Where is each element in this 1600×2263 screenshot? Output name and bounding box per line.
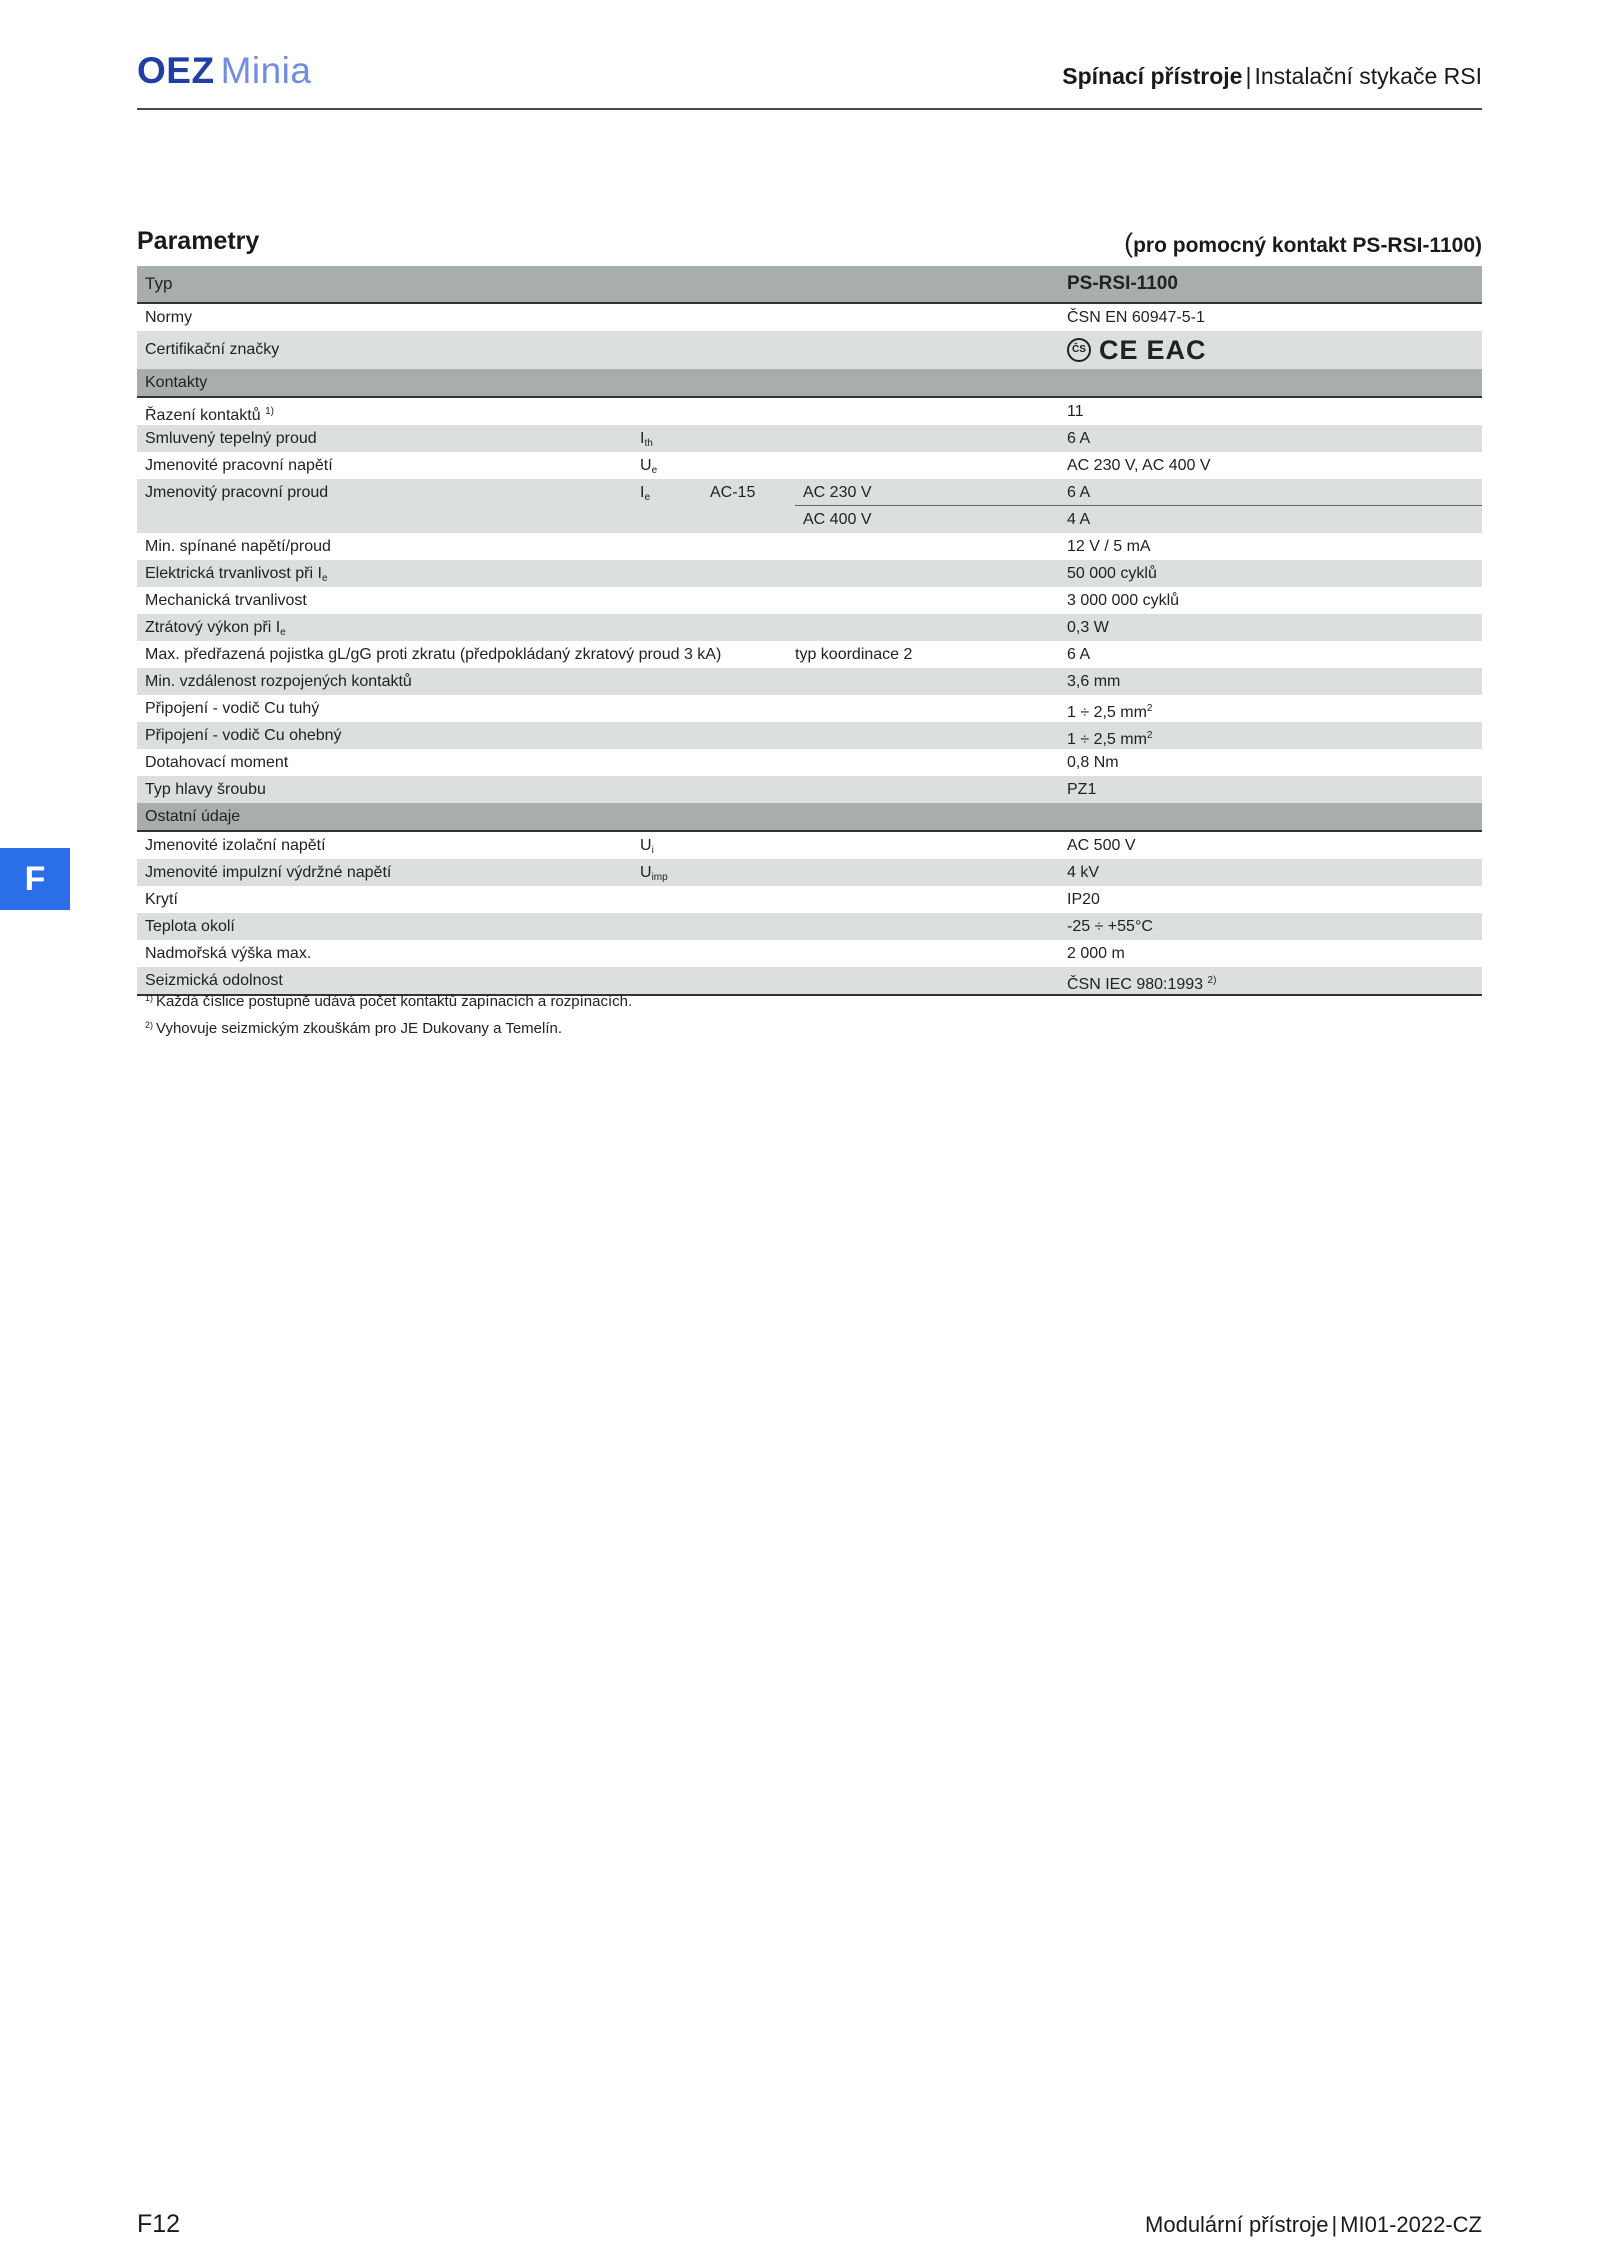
table-row [137, 832, 1482, 859]
subheader-row [137, 369, 1482, 398]
row-value [1067, 967, 1216, 998]
row-label: Připojení - vodič Cu tuhý [145, 700, 320, 717]
row-label: Připojení - vodič Cu ohebný [145, 727, 342, 744]
row-value: AC 230 V, AC 400 V [1067, 457, 1211, 474]
table-row [137, 967, 1482, 996]
row-value: 4 kV [1067, 864, 1100, 881]
header-separator: | [1245, 63, 1252, 89]
note-text: pro pomocný kontakt PS-RSI-1100) [1133, 234, 1482, 257]
label-text: Ztrátový výkon při I [145, 619, 281, 636]
row-label: Krytí [145, 891, 178, 908]
symbol-sub: i [651, 845, 654, 856]
table-row [137, 398, 1482, 425]
symbol: U [640, 837, 652, 854]
label-text: Řazení kontaktů [145, 407, 261, 424]
eac-mark-icon: EAC [1146, 335, 1207, 365]
row-value: 2 000 m [1067, 945, 1125, 962]
footnote-mark: 2) [145, 1020, 154, 1030]
row-value: ČSN EN 60947-5-1 [1067, 309, 1205, 326]
row-label: Jmenovité pracovní napětí [145, 457, 333, 474]
row-value: AC 500 V [1067, 837, 1136, 854]
voltage-variant: AC 230 V [803, 484, 872, 501]
footer-separator: | [1331, 2212, 1338, 2237]
section-note [1124, 228, 1482, 259]
symbol: U [640, 457, 652, 474]
table-row [137, 425, 1482, 452]
symbol-sub: e [644, 492, 651, 503]
table-row [137, 452, 1482, 479]
footnote-ref: 1) [265, 406, 274, 417]
row-label: Jmenovité impulzní výdržné napětí [145, 864, 392, 881]
logo-minia: Minia [220, 50, 312, 91]
table-row [137, 722, 1482, 749]
cs-mark-icon: ČS [1067, 338, 1091, 362]
parameters-table [137, 266, 1482, 996]
row-label: Min. spínané napětí/proud [145, 538, 331, 555]
value-sup: 2 [1146, 703, 1153, 714]
row-label: Min. vzdálenost rozpojených kontaktů [145, 673, 412, 690]
footnote-text: Vyhovuje seizmickým zkouškám pro JE Dukovany a Temelín. [156, 1020, 563, 1037]
table-row [137, 614, 1482, 641]
row-value: 4 A [1067, 511, 1091, 528]
table-row [137, 506, 1482, 533]
row-label: Max. předřazená pojistka gL/gG proti zkratu (předpokládaný zkratový proud 3 kA) [145, 646, 722, 663]
row-label: Jmenovitý pracovní proud [145, 484, 329, 501]
symbol-sub: th [644, 438, 653, 449]
value-text: ČSN IEC 980:1993 [1067, 976, 1204, 993]
oez-minia-logo [137, 50, 311, 92]
row-label: Certifikační značky [145, 341, 280, 358]
coordination-type: typ koordinace 2 [795, 646, 913, 663]
row-value: 3,6 mm [1067, 673, 1121, 690]
logo-oez: OEZ [137, 50, 215, 91]
table-header-row [137, 266, 1482, 304]
header-section: Spínací přístroje [1062, 63, 1243, 89]
row-value: PZ1 [1067, 781, 1097, 798]
table-row [137, 641, 1482, 668]
symbol: I [640, 484, 645, 501]
value-text: 1 ÷ 2,5 mm [1067, 731, 1147, 748]
symbol-sub: e [280, 627, 286, 638]
header-value: PS-RSI-1100 [1067, 273, 1178, 294]
value-text: 1 ÷ 2,5 mm [1067, 704, 1147, 721]
row-label: Nadmořská výška max. [145, 945, 312, 962]
label-text: Elektrická trvanlivost při I [145, 565, 322, 582]
section-title: Parametry [137, 227, 260, 255]
table-row [137, 913, 1482, 940]
row-label: Smluvený tepelný proud [145, 430, 317, 447]
row-label: Normy [145, 309, 193, 326]
row-value: -25 ÷ +55°C [1067, 918, 1153, 935]
table-row [137, 560, 1482, 587]
row-label: Teplota okolí [145, 918, 235, 935]
row-value: 11 [1067, 403, 1084, 420]
row-value: 12 V / 5 mA [1067, 538, 1151, 555]
symbol: I [640, 430, 645, 447]
footnote-ref: 2) [1207, 975, 1217, 986]
certification-marks [1067, 331, 1207, 369]
table-row [137, 304, 1482, 331]
header-label: Typ [145, 274, 173, 293]
row-label: Typ hlavy šroubu [145, 781, 266, 798]
row-value: 3 000 000 cyklů [1067, 592, 1180, 609]
ce-mark-icon: CE [1099, 335, 1139, 365]
symbol-sub: imp [651, 872, 668, 883]
row-value: 6 A [1067, 430, 1091, 447]
header-rule [137, 108, 1482, 110]
page-number: F12 [137, 2210, 181, 2238]
table-row [137, 587, 1482, 614]
table-row [137, 749, 1482, 776]
row-label: Jmenovité izolační napětí [145, 837, 326, 854]
voltage-variant: AC 400 V [803, 511, 872, 528]
table-row [137, 479, 1482, 506]
table-row [137, 695, 1482, 722]
row-value: 50 000 cyklů [1067, 565, 1157, 582]
row-value: 0,3 W [1067, 619, 1109, 636]
subheader-label: Ostatní údaje [145, 808, 241, 825]
footnote-text: Každá číslice postupně udává počet kontaktů zapínacích a rozpínacích. [156, 993, 633, 1010]
subheader-label: Kontakty [145, 374, 208, 391]
table-row [137, 859, 1482, 886]
table-row [137, 668, 1482, 695]
row-label: Seizmická odolnost [145, 972, 283, 989]
row-label: Dotahovací moment [145, 754, 289, 771]
symbol-sub: e [321, 573, 328, 584]
subheader-row [137, 803, 1482, 832]
note-paren: ( [1124, 228, 1134, 258]
header-subsection: Instalační stykače RSI [1254, 63, 1482, 89]
footnote-1 [145, 993, 632, 1010]
chapter-tab: F [0, 848, 70, 910]
page-footer [1145, 2212, 1482, 2238]
table-row [137, 940, 1482, 967]
footnote-2 [145, 1020, 562, 1037]
value-sup: 2 [1146, 730, 1153, 741]
row-value: 6 A [1067, 646, 1091, 663]
footer-doc-code: MI01-2022-CZ [1340, 2212, 1482, 2237]
footnote-mark: 1) [145, 993, 154, 1003]
symbol-sub: e [651, 465, 658, 476]
symbol: U [640, 864, 652, 881]
footer-doc-title: Modulární přístroje [1145, 2212, 1329, 2237]
page-header [1062, 63, 1482, 90]
table-row [137, 533, 1482, 560]
row-value: 6 A [1067, 484, 1091, 501]
row-value: 0,8 Nm [1067, 754, 1119, 771]
table-row [137, 886, 1482, 913]
table-row [137, 331, 1482, 369]
utilization-category: AC-15 [710, 484, 756, 501]
row-value: IP20 [1067, 891, 1100, 908]
row-label: Mechanická trvanlivost [145, 592, 307, 609]
table-row [137, 776, 1482, 803]
